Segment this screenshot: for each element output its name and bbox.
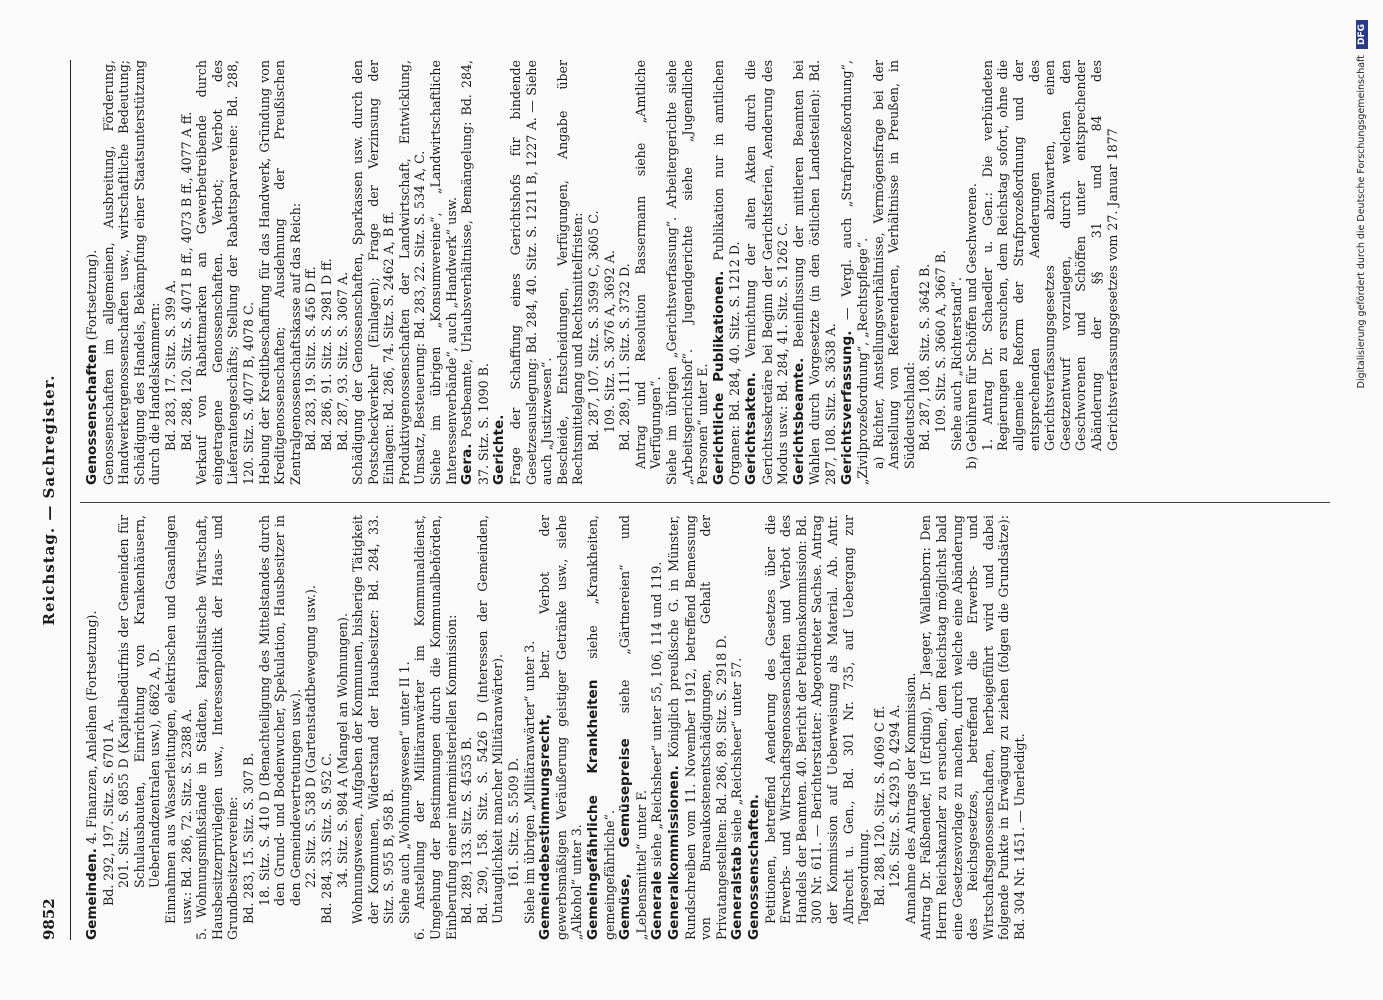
entry-text: siehe „Reichsheer“ unter 57. [729, 657, 745, 843]
entry-text: Bd. 284, 33. Sitz. S. 952 C. [318, 752, 334, 924]
index-entry [350, 515, 397, 940]
index-entry [459, 60, 491, 485]
entry-text: Bd. 283, 15. Sitz. S. 307 B. [240, 752, 256, 924]
entry-headword: Gemeinden. [84, 848, 100, 940]
entry-text: Bd. 287, 108. Sitz. S. 3642 B. [917, 263, 933, 451]
index-entry [711, 60, 743, 485]
entry-headword: Gerichtsbeamte. [790, 357, 807, 485]
index-entry [459, 515, 475, 940]
index-entry [633, 60, 664, 485]
index-entry [746, 515, 763, 940]
entry-text: b) Gebühren für Schöffen und Geschworene. [964, 183, 980, 469]
entry-text: Bd. 289, 133. Sitz. S. 4535 B. [459, 736, 475, 924]
entry-headword: Generale [649, 870, 666, 940]
entry-headword: Genossenschaften. [745, 794, 762, 940]
index-entry [585, 515, 617, 940]
index-entry [163, 515, 194, 940]
index-entry [617, 515, 649, 940]
index-entry [871, 60, 918, 485]
entry-text: 126. Sitz. S. 4293 D, 4294 A. [887, 704, 903, 888]
entry-headword: Genossenschaften [84, 344, 100, 485]
index-entry [101, 60, 163, 485]
page-number: 9852 [40, 898, 58, 940]
entry-headword: Gerichtliche Publikationen. [710, 270, 727, 485]
entry-text: Schädigung der Genossenschaften, Sparkassen usw. durch den Postscheckverkehr (Einlagen); Frage der Verzinsung der Einlagen: Bd. 286, 74. Sitz. S. 2462 A, B ff. [350, 60, 397, 485]
entry-headword: Gemeingefährliche Krankheiten [585, 679, 601, 940]
entry-text: Bd. 283, 19. Sitz. S. 456 D ff. [303, 266, 319, 451]
entry-text: Siehe auch „Wohnungswesen“ unter II 1. [396, 661, 412, 924]
entry-text: siehe „Gärtnereien“ und „Lebensmittel“ unter F. [617, 515, 649, 940]
entry-text: Vernichtung der alten Akten durch die Gerichtssekretäre bei Beginn der Gerichtsferien, Aenderung des Modus usw.: Bd. 284, 41. Sitz. S. 1262 C. [742, 60, 791, 485]
entry-text: 5. Wohnungsmißstände in Städten, kapitalistische Wirtschaft, Hausbesitzerprivilegien usw., Interessenpolitik der Haus- und Grundbesitzervereine: [194, 515, 241, 940]
entry-headword: Gemeindebestimmungsrecht, [537, 713, 554, 940]
entry-text: betr. Verbot der gewerbsmäßigen Veräußerung geistiger Getränke usw., siehe „Alkohol“ unter 3. [537, 515, 585, 940]
index-entry [350, 60, 397, 485]
entry-text: Siehe auch „Richterstand“. [948, 277, 964, 451]
entry-headword: Gerichte. [491, 414, 508, 485]
index-entry [918, 515, 1027, 940]
entry-text: Antrag und Resolution Bassermann siehe „Amtliche Verfügungen“. [632, 60, 664, 469]
index-entry [649, 515, 666, 940]
entry-text: 22. Sitz. S. 538 D (Gartenstadtbewegung usw.). [303, 585, 319, 888]
entry-text: Siehe im übrigen „Gerichtsverfassung“. Arbeitergerichte siehe „Arbeitsgerichtshof“. Jugendgerichte siehe „Jugendliche Personen“ unter E. [663, 60, 711, 485]
entry-text: Beeinflussung der mittleren Beamten bei Wahlen durch Vorgesetzte (in den östlichen Landesteilen): Bd. 287, 108. Sitz. S. 3638 A. [790, 60, 838, 485]
column-divider [80, 502, 1330, 503]
entry-text: Bd. 289, 111. Sitz. S. 3732 D. [617, 263, 633, 451]
index-entry [555, 60, 586, 485]
entry-text: Bd. 286, 91. Sitz. S. 2981 D ff. [318, 258, 334, 451]
entry-text: Publikation nur in amtlichen Organen: Bd. 284, 40. Sitz. S. 1212 D. [710, 60, 743, 485]
index-entry [933, 60, 949, 485]
index-entry [666, 515, 729, 940]
entry-text: 4. Finanzen, Anleihen (Fortsetzung). [84, 610, 99, 845]
index-entry [602, 60, 618, 485]
index-entry [163, 60, 179, 485]
index-entry [241, 515, 257, 940]
entry-text: siehe „Reichsheer“ unter 55, 106, 114 und 119. [649, 561, 665, 867]
entry-text: Bd. 288, 120. Sitz. S. 4071 B ff., 4073 B ff., 4077 A ff. [178, 111, 194, 451]
index-entry [617, 60, 633, 485]
entry-headword: Generalkommissionen. [665, 765, 682, 940]
dfg-logo: DFG [1356, 20, 1368, 49]
index-entry [397, 515, 413, 940]
index-entry [903, 515, 919, 940]
header-rule [70, 60, 71, 940]
index-entry [475, 515, 506, 940]
entry-text: siehe „Krankheiten, gemeingefährliche“. [585, 515, 617, 940]
index-entry [872, 515, 888, 940]
index-entry [194, 515, 241, 940]
index-entry [522, 515, 538, 940]
index-entry [101, 515, 117, 940]
index-entry [887, 515, 903, 940]
entry-text: Siehe im übrigen „Konsumvereine“, „Landwirtschaftliche Interessenverbände“, auch „Handwerk“ usw. [428, 60, 459, 485]
entry-text: Annahme des Antrags der Kommission. [902, 672, 918, 924]
entry-headword: Gerichtsakten. [742, 372, 759, 485]
index-entry [508, 60, 555, 485]
entry-text: Genossenschaften im allgemeinen, Ausbreitung, Förderung, Handwerkergenossenschaften usw., wirtschaftliche Bedeutung; Schädigung des Handels, Bekämpfung einer Staatsunterstützung durch die Handelskammern: [100, 60, 163, 485]
entry-text: Bd. 288, 120. Sitz. S. 4069 C ff. [871, 705, 887, 906]
entry-text: 34. Sitz. S. 984 A (Mangel an Wohnungen). [334, 613, 350, 888]
index-entry [586, 60, 602, 485]
entry-text: 161. Sitz. S. 5509 D. [506, 757, 522, 888]
index-entry [319, 515, 335, 940]
index-entry [257, 60, 304, 485]
index-entry [729, 515, 746, 940]
index-entry [335, 515, 351, 940]
entry-headword: Gera. [459, 443, 476, 485]
index-entry [303, 60, 319, 485]
index-entry [839, 60, 871, 485]
index-entry [194, 60, 256, 485]
page-header [40, 60, 68, 940]
digitization-credit [1356, 20, 1368, 700]
entry-text: Wohnungswesen, Aufgaben der Kommunen, bisherige Tätigkeit der Kommunen, Widerstand der Hausbesitzer: Bd. 284, 33. Sitz. S. 955 B, 958 B. [350, 515, 397, 924]
index-entry [743, 60, 791, 485]
index-entry [763, 515, 872, 940]
entry-text: Bd. 292, 197. Sitz. S. 6701 A. [100, 718, 116, 906]
entry-text: 6. Anstellung der Militäranwärter im Kommunaldienst, Umgehung der Bestimmungen durch die Kommunalbehörden, Einberufung einer interministeriellen Kommission: [412, 515, 459, 940]
entry-text: Postbeamte, Urlaubsverhältnisse, Bemängelung: Bd. 284, 37. Sitz. S. 1090 B. [459, 60, 491, 485]
entry-text: 109. Sitz. S. 3676 A, 3692 A. [601, 250, 617, 433]
entry-text: Frage der Schaffung eines Gerichtshofs für bindende Gesetzesauslegung: Bd. 284, 40. Sitz. S. 1211 B, 1227 A. — Siehe auch „Justizwesen“. [508, 60, 555, 485]
right-column [84, 60, 1120, 485]
index-entry [116, 515, 163, 940]
index-entry [179, 60, 195, 485]
index-entry [335, 60, 351, 485]
entry-text: Bd. 290, 158. Sitz. S. 5426 D (Interessen der Gemeinden, Untauglichkeit mancher Militäranwärter). [474, 515, 506, 924]
entry-headword: Generalstab [729, 846, 746, 940]
index-entry [664, 60, 711, 485]
index-entry [537, 515, 585, 940]
entry-headword: Gemüse, Gemüsepreise [617, 738, 634, 940]
entry-text: Einnahmen aus Wasserleitungen, elektrischen und Gasanlagen usw.: Bd. 286, 72. Sitz. S. 2388 A. [162, 515, 194, 924]
entry-text: Antrag Dr. Faßbender, Irl (Erding), Dr. Jaeger, Wallenborn: Den Herrn Reichskanzler zu ersuchen, dem Reichstag möglichst bald eine Gesetzesvorlage zu machen, durch welche eine Abänderung des Reichsgesetzes, betreffend die Erwerbs- und Wirtschaftsgenossenschaften, herbeigeführt wird und dabei folgende Punkte in Erwägung zu ziehen (folgen die Grundsätze): Bd. 304 Nr. 1451. — Unerledigt. [918, 515, 1028, 940]
entry-text: 201. Sitz. S. 6855 D (Kapitalbedürfnis der Gemeinden für Schulausbauten, Einrichtung von Krankenhäusern, Ueberlandzentralen usw.), 6862 A, D. [116, 515, 163, 888]
index-entry [397, 60, 428, 485]
entry-text: Petitionen, betreffend Aenderung des Gesetzes über die Erwerbs- und Wirtschaftsgenossenschaften und Verbot des Handels der Beamten. 40. Bericht der Petitionskommission: Bd. 300 Nr. 611. — Berichterstatter: Abgeordneter Sachse. Antrag der Kommission auf Ueberweisung als Material. Ab. Antr. Albrecht u. Gen., Bd. 301 Nr. 735, auf Uebergang zur Tagesordnung. [762, 515, 872, 924]
entry-text: Bd. 283, 17. Sitz. S. 399 A. [162, 279, 178, 451]
index-entry [964, 60, 980, 485]
entry-text: 18. Sitz. S. 410 D (Benachteiligung des Mittelstandes durch den Grund- und Bodenwucher, Spekulation, Hausbesitzer in den Gemeindevertretungen usw.). [256, 515, 303, 906]
entry-text: 109. Sitz. S. 3660 A, 3667 B. [933, 249, 949, 433]
entry-text: Bd. 287, 93. Sitz. S. 3067 A. [334, 271, 350, 451]
index-entry [303, 515, 319, 940]
entry-text: 1. Antrag Dr. Schaedler u. Gen.: Die verbündeten Regierungen zu ersuchen, dem Reichstag sofort, ohne die allgemeine Reform der Strafprozeßordnung und der entsprechenden Aenderungen des Gerichtsverfassungsgesetzes abzuwarten, einen Gesetzentwurf vorzulegen, durch welchen den Geschworenen und Schöffen unter entsprechender Abänderung der §§ 31 und 84 des Gerichtsverfassungsgesetzes vom 27. Januar 1877 [979, 60, 1120, 451]
entry-text: Produktivgenossenschaften der Landwirtschaft, Entwicklung, Umsatz, Besteuerung: Bd. 283, 22. Sitz. S. 534 A, C. [396, 60, 428, 485]
left-column [84, 515, 1028, 940]
credit-text: Digitalisierung gefördert durch die Deutsche Forschungsgemeinschaft [1356, 55, 1367, 389]
entry-text: Königlich preußische G. in Münster, Rundschreiben vom 11. November 1912, betreffend Bemessung von Bureaukostenentschädigungen, Gehalt der Privatangestellten: Bd. 286, 89. Sitz. S. 2918 D. [665, 515, 729, 940]
entry-text: Siehe im übrigen „Militäranwärter“ unter 3. [521, 640, 537, 924]
index-entry [319, 60, 335, 485]
index-entry [917, 60, 933, 485]
index-entry [491, 60, 508, 485]
index-entry [949, 60, 965, 485]
running-title: Reichstag. — Sachregister. [40, 374, 58, 626]
entry-text: (Fortsetzung). [84, 249, 99, 341]
entry-text: Bescheide, Entscheidungen, Verfügungen, Angabe über Rechtsmittelgang und Rechtsmittelfristen: [554, 60, 586, 485]
index-entry [428, 60, 459, 485]
entry-headword: Gerichtsverfassung. [838, 330, 855, 485]
entry-text: Bd. 287, 107. Sitz. S. 3599 C, 3605 C. [586, 210, 601, 451]
index-entry [980, 60, 1120, 485]
entry-text: Hebung der Kreditbeschaffung für das Handwerk, Gründung von Kreditgenossenschaften; Ausdehnung der Preußischen Zentralgenossenschaftskasse auf das Reich: [256, 60, 303, 485]
entry-text: — Vergl. auch „Strafprozeßordnung“, „Zivilprozeßordnung“, „Rechtspflege“. [838, 60, 871, 485]
entry-text: Verkauf von Rabattmarken an Gewerbetreibende durch eingetragene Genossenschaften. Verbot; Verbot des Lieferantengeschäfts; Stellung der Rabattsparvereine: Bd. 288, 120. Sitz. S. 4077 B, 4078 C. [194, 60, 256, 485]
index-entry [506, 515, 522, 940]
index-entry [84, 515, 101, 940]
index-entry [84, 60, 101, 485]
index-entry [791, 60, 839, 485]
entry-text: a) Richter, Anstellungsverhältnisse, Vermögensfrage bei der Anstellung von Referendaren, Verhältnisse in Preußen, in Süddeutschland: [870, 60, 917, 469]
index-entry [412, 515, 459, 940]
index-entry [257, 515, 304, 940]
